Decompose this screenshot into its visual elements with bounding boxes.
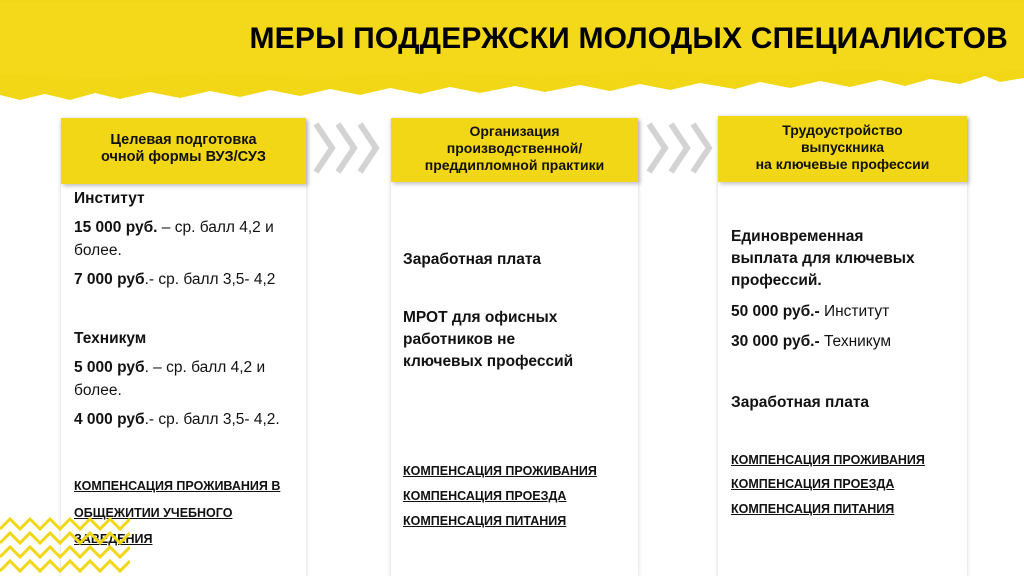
compensation-meals: КОМПЕНСАЦИЯ ПИТАНИЯ (731, 502, 895, 516)
technikum-rate-1 (74, 356, 265, 379)
condition: .- ср. балл 3,5- 4,2 (144, 271, 276, 288)
compensation-housing: КОМПЕНСАЦИЯ ПРОЖИВАНИЯ (731, 453, 925, 467)
institute-rate-2 (74, 268, 275, 291)
column-1-header-line: очной формы ВУЗ/СУЗ (100, 149, 267, 165)
compensation-travel: КОМПЕНСАЦИЯ ПРОЕЗДА (731, 477, 895, 491)
compensation-travel: КОМПЕНСАЦИЯ ПРОЕЗДА (403, 489, 567, 503)
column-1-header-line: Целевая подготовка (110, 132, 257, 148)
page-title: МЕРЫ ПОДДЕРЖСКИ МОЛОДЫХ СПЕЦИАЛИСТОВ (249, 22, 1008, 55)
recipient: Институт (819, 303, 890, 320)
column-3-header (718, 116, 967, 182)
compensation-dorm: ЗАВЕДЕНИЯ (74, 532, 153, 546)
lump-line: Единовременная (731, 228, 864, 245)
mrot-line: ключевых профессий (403, 353, 574, 370)
column-3-header-line: Трудоустройство (782, 122, 903, 138)
institute-label: Институт (74, 190, 145, 207)
mrot-line: МРОТ для офисных (403, 309, 558, 326)
zigzag-decoration (0, 515, 130, 576)
lump-sum-payment (731, 226, 915, 292)
employment-salary: Заработная плата (731, 394, 870, 411)
amount: 30 000 руб.- (731, 333, 820, 350)
column-3-header-line: выпускника (800, 139, 885, 155)
institute-rate-1-cont: более. (74, 242, 122, 259)
amount: 7 000 руб (74, 271, 145, 288)
title-banner (0, 0, 1024, 100)
amount: 5 000 руб (74, 359, 145, 376)
technikum-rate-2 (74, 408, 280, 431)
lump-line: профессий. (731, 272, 822, 289)
institute-payment (731, 300, 889, 323)
compensation-dorm: ОБЩЕЖИТИИ УЧЕБНОГО (74, 506, 233, 520)
column-2-header (391, 118, 638, 182)
technikum-payment (731, 330, 891, 353)
chevron-right-icon (312, 118, 382, 178)
column-2-header-line: производственной/ (446, 140, 583, 156)
technikum-rate-1-cont: более. (74, 382, 122, 399)
mrot-line: работников не (403, 331, 516, 348)
condition: – ср. балл 4,2 и (157, 219, 274, 236)
recipient: Техникум (819, 333, 891, 350)
amount: 50 000 руб.- (731, 303, 820, 320)
compensation-meals: КОМПЕНСАЦИЯ ПИТАНИЯ (403, 514, 567, 528)
practice-mrot (403, 307, 573, 373)
column-1-header (61, 118, 306, 184)
amount: 4 000 руб (74, 411, 145, 428)
technikum-label: Техникум (74, 330, 147, 347)
chevron-right-icon (645, 118, 715, 178)
condition: . – ср. балл 4,2 и (144, 359, 266, 376)
institute-rate-1 (74, 216, 274, 239)
condition: .- ср. балл 3,5- 4,2. (144, 411, 280, 428)
practice-salary: Заработная плата (403, 251, 542, 268)
column-2-header-line: Организация (469, 123, 560, 139)
amount: 15 000 руб. (74, 219, 158, 236)
lump-line: выплата для ключевых (731, 250, 915, 267)
column-2-header-line: преддипломной практики (424, 157, 605, 173)
compensation-dorm: КОМПЕНСАЦИЯ ПРОЖИВАНИЯ В (74, 479, 281, 493)
column-3-header-line: на ключевые профессии (755, 156, 930, 172)
compensation-housing: КОМПЕНСАЦИЯ ПРОЖИВАНИЯ (403, 464, 597, 478)
